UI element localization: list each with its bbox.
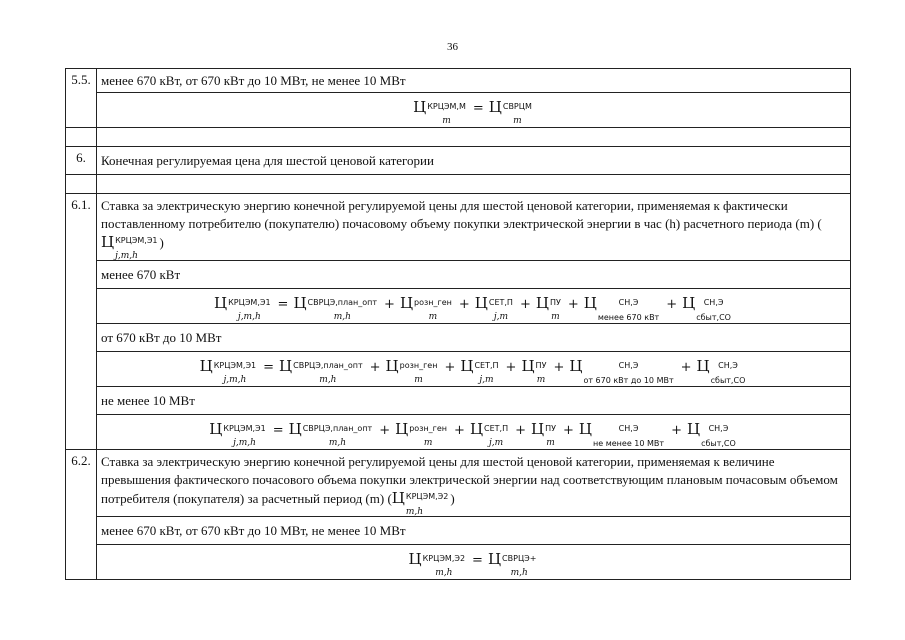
subrow-label: менее 670 кВт, от 670 кВт до 10 МВт, не менее 10 МВт [97,517,851,545]
table-row [66,194,851,261]
table-row [66,93,851,128]
formula: Ц КРЦЭМ,Э1 j,m,h = Ц СВРЦЭ,план_опт m,h + Ц розн_ген m + Ц СЕТ,П j,m + Ц ПУ m + Ц СН,Э не менее 10 МВт + Ц СН,Э сбыт,СО [209,419,736,448]
row-text: Конечная регулируемая цена для шестой ценовой категории [97,147,851,175]
row-text: Ставка за электрическую энергию конечной регулируемой цены для шестой ценовой категории, применяемая к фактически поставленному потребителю (покупателю) почасовому объему покупки электрической энергии в час (h) расчетного периода (m) ( Ц КРЦЭМ,Э1 j,m,h ) [97,194,851,261]
table-row [66,517,851,545]
formula-cell [97,93,851,128]
table-row [66,69,851,93]
formula-cell [97,415,851,450]
formula: Ц КРЦЭМ,Э1 j,m,h = Ц СВРЦЭ,план_опт m,h + Ц розн_ген m + Ц СЕТ,П j,m + Ц ПУ m + Ц СН,Э менее 670 кВт + Ц СН,Э сбыт,СО [214,293,731,322]
table-row [66,147,851,175]
tariff-table [65,68,851,580]
row-number: 6.1. [66,194,97,450]
formula-cell [97,289,851,324]
row-number: 5.5. [66,69,97,128]
subrow-label: менее 670 кВт [97,261,851,289]
formula: Ц КРЦЭМ,Э1 j,m,h = Ц СВРЦЭ,план_опт m,h + Ц розн_ген m + Ц СЕТ,П j,m + Ц ПУ m + Ц СН,Э от 670 кВт до 10 МВт + Ц СН,Э сбыт,СО [199,356,746,385]
row-number: 6. [66,147,97,175]
table-row [66,324,851,352]
formula: Ц КРЦЭМ,М m = Ц СВРЦМ m [413,97,532,126]
table-row [66,450,851,517]
formula: Ц КРЦЭМ,Э2 m,h = Ц СВРЦЭ+ m,h [408,549,537,578]
table-row [66,545,851,580]
subrow-label: от 670 кВт до 10 МВт [97,324,851,352]
row-text: Ставка за электрическую энергию конечной регулируемой цены для шестой ценовой категории, применяемая к величине превышения фактического почасового объема покупки электрической энергии над соответствующим плановым почасовым объемом потребителя (покупателя) за расчетный период (m) ( Ц КРЦЭМ,Э2 m,h ) [97,450,851,517]
formula-cell [97,352,851,387]
table-row [66,415,851,450]
table-row [66,352,851,387]
subrow-label: не менее 10 МВт [97,387,851,415]
formula-cell [97,545,851,580]
page-number: 36 [447,41,458,53]
row-text: менее 670 кВт, от 670 кВт до 10 МВт, не менее 10 МВт [97,69,851,93]
table-row [66,387,851,415]
table-row [66,289,851,324]
table-row [66,261,851,289]
row-number: 6.2. [66,450,97,580]
